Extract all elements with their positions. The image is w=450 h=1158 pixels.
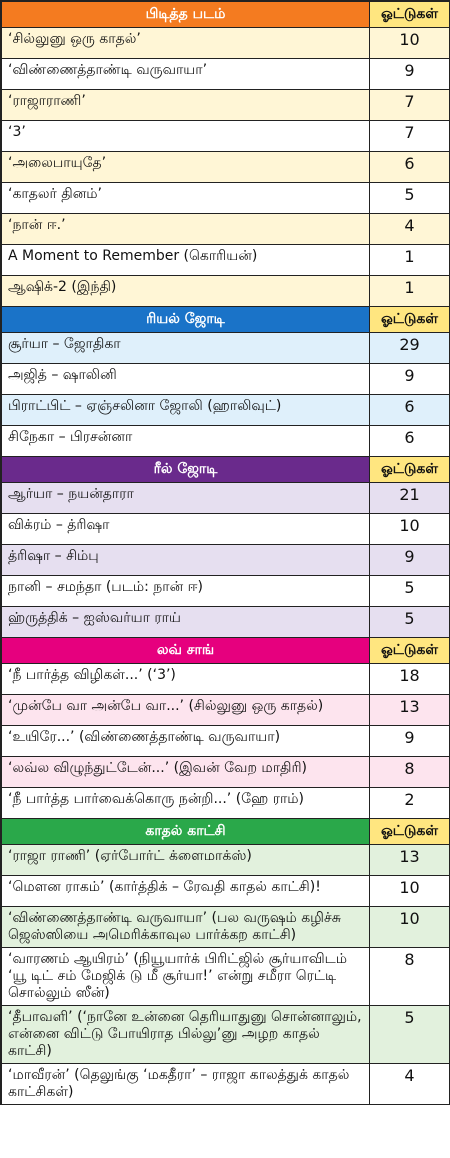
table-row: [2, 183, 450, 214]
table-row: [2, 483, 450, 514]
entry-text: ‘3’: [2, 121, 370, 152]
vote-count: 5: [370, 1006, 450, 1064]
entry-text: ‘மாவீரன்’ (தெலுங்கு ‘மகதீரா’ – ராஜா காலத்துக் காதல் காட்சிகள்): [2, 1064, 370, 1105]
vote-count: 1: [370, 276, 450, 307]
vote-count: 18: [370, 664, 450, 695]
entry-text: ‘முன்பே வா அன்பே வா...’ (சில்லுனு ஒரு காதல்): [2, 695, 370, 726]
table-row: [2, 695, 450, 726]
table-row: [2, 788, 450, 819]
entry-text: ‘உயிரே...’ (விண்ணைத்தாண்டி வருவாயா): [2, 726, 370, 757]
entry-text: த்ரிஷா – சிம்பு: [2, 545, 370, 576]
entry-text: சூர்யா – ஜோதிகா: [2, 333, 370, 364]
vote-count: 1: [370, 245, 450, 276]
vote-count: 6: [370, 395, 450, 426]
entry-text: ‘வாரணம் ஆயிரம்’ (நியூயார்க் பிரிட்ஜில் சூர்யாவிடம் ‘யூ டிட் சம் மேஜிக் டு மீ சூர்யா!’ என்று சமீரா ரெட்டி சொல்லும் ஸீன்): [2, 948, 370, 1006]
table-row: [2, 757, 450, 788]
votes-column-header: ஓட்டுகள்: [370, 307, 450, 333]
section-header-favorite-film: [2, 2, 450, 28]
section-title: ரியல் ஜோடி: [2, 307, 370, 333]
vote-count: 9: [370, 59, 450, 90]
table-row: [2, 545, 450, 576]
entry-text: ஹ்ருத்திக் – ஐஸ்வர்யா ராய்: [2, 607, 370, 638]
entry-text: ‘விண்ணைத்தாண்டி வருவாயா’ (பல வருஷம் கழிச்சு ஜெஸ்ஸியை அமெரிக்காவுல பார்க்கற காட்சி): [2, 907, 370, 948]
table-row: [2, 395, 450, 426]
table-row: [2, 1006, 450, 1064]
entry-text: ‘நீ பார்த்த பார்வைக்கொரு நன்றி...’ (ஹே ராம்): [2, 788, 370, 819]
vote-count: 5: [370, 183, 450, 214]
entry-text: பிராட்பிட் – ஏஞ்சலினா ஜோலி (ஹாலிவுட்): [2, 395, 370, 426]
entry-text: அஜித் – ஷாலினி: [2, 364, 370, 395]
table-row: [2, 28, 450, 59]
table-row: [2, 333, 450, 364]
votes-column-header: ஓட்டுகள்: [370, 457, 450, 483]
table-row: [2, 214, 450, 245]
entry-text: ‘காதலர் தினம்’: [2, 183, 370, 214]
entry-text: ஆர்யா – நயன்தாரா: [2, 483, 370, 514]
vote-count: 8: [370, 757, 450, 788]
entry-text: சிநேகா – பிரசன்னா: [2, 426, 370, 457]
vote-table: [1, 1, 450, 1105]
section-title: காதல் காட்சி: [2, 819, 370, 845]
table-row: [2, 726, 450, 757]
table-row: [2, 907, 450, 948]
table-row: [2, 514, 450, 545]
vote-count: 6: [370, 152, 450, 183]
entry-text: நானி – சமந்தா (படம்: நான் ஈ): [2, 576, 370, 607]
section-title: பிடித்த படம்: [2, 2, 370, 28]
votes-column-header: ஓட்டுகள்: [370, 638, 450, 664]
vote-count: 7: [370, 121, 450, 152]
entry-text: ‘அலைபாயுதே’: [2, 152, 370, 183]
vote-count: 13: [370, 845, 450, 876]
entry-text: ஆஷிக்-2 (இந்தி): [2, 276, 370, 307]
entry-text: A Moment to Remember (கொரியன்): [2, 245, 370, 276]
table-row: [2, 845, 450, 876]
table-row: [2, 59, 450, 90]
table-row: [2, 121, 450, 152]
vote-count: 29: [370, 333, 450, 364]
vote-count: 9: [370, 726, 450, 757]
table-row: [2, 426, 450, 457]
vote-count: 8: [370, 948, 450, 1006]
table-row: [2, 607, 450, 638]
table-row: [2, 245, 450, 276]
vote-count: 2: [370, 788, 450, 819]
vote-count: 10: [370, 876, 450, 907]
entry-text: ‘சில்லுனு ஒரு காதல்’: [2, 28, 370, 59]
vote-count: 4: [370, 1064, 450, 1105]
table-row: [2, 876, 450, 907]
entry-text: ‘நீ பார்த்த விழிகள்...’ (‘3’): [2, 664, 370, 695]
vote-count: 9: [370, 364, 450, 395]
section-header-real-couple: [2, 307, 450, 333]
vote-count: 10: [370, 28, 450, 59]
entry-text: ‘லவ்ல விழுந்துட்டேன்...’ (இவன் வேற மாதிரி): [2, 757, 370, 788]
votes-column-header: ஓட்டுகள்: [370, 2, 450, 28]
table-row: [2, 948, 450, 1006]
entry-text: ‘ராஜாராணி’: [2, 90, 370, 121]
entry-text: ‘விண்ணைத்தாண்டி வருவாயா’: [2, 59, 370, 90]
vote-count: 13: [370, 695, 450, 726]
section-header-reel-couple: [2, 457, 450, 483]
section-header-love-scene: [2, 819, 450, 845]
vote-count: 10: [370, 907, 450, 948]
table-row: [2, 364, 450, 395]
vote-count: 21: [370, 483, 450, 514]
vote-count: 5: [370, 607, 450, 638]
vote-count: 10: [370, 514, 450, 545]
entry-text: ‘தீபாவளி’ (‘நானே உன்னை தெரியாதுனு சொன்னாலும், என்னை விட்டு போயிராத பில்லு’னு அழற காதல் காட்சி): [2, 1006, 370, 1064]
entry-text: விக்ரம் – த்ரிஷா: [2, 514, 370, 545]
table-row: [2, 152, 450, 183]
vote-count: 6: [370, 426, 450, 457]
vote-count: 7: [370, 90, 450, 121]
entry-text: ‘நான் ஈ.’: [2, 214, 370, 245]
section-title: லவ் சாங்: [2, 638, 370, 664]
table-row: [2, 1064, 450, 1105]
table-row: [2, 90, 450, 121]
entry-text: ‘மௌன ராகம்’ (கார்த்திக் – ரேவதி காதல் காட்சி)!: [2, 876, 370, 907]
vote-count: 5: [370, 576, 450, 607]
table-row: [2, 276, 450, 307]
section-title: ரீல் ஜோடி: [2, 457, 370, 483]
section-header-love-song: [2, 638, 450, 664]
table-row: [2, 576, 450, 607]
votes-column-header: ஓட்டுகள்: [370, 819, 450, 845]
table-row: [2, 664, 450, 695]
entry-text: ‘ராஜா ராணி’ (ஏர்போர்ட் க்ளைமாக்ஸ்): [2, 845, 370, 876]
vote-count: 4: [370, 214, 450, 245]
vote-count: 9: [370, 545, 450, 576]
